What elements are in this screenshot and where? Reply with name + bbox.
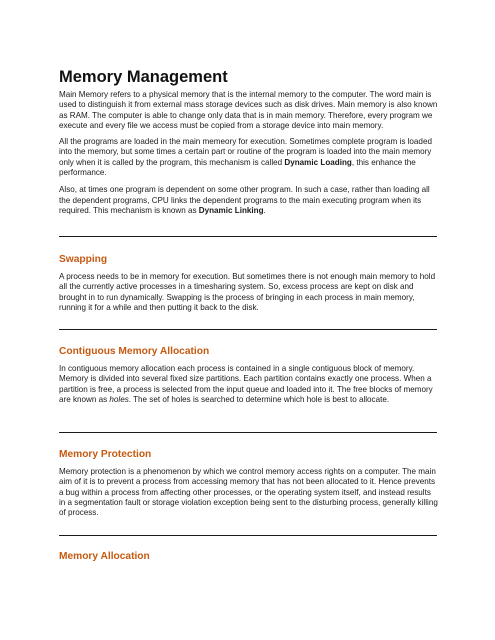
dynamic-linking-term: Dynamic Linking (198, 205, 264, 215)
protection-heading: Memory Protection (59, 449, 152, 460)
intro-paragraph-3-text: Also, at times one program is dependent on some other program. In such a case, rather than loading all the dependent programs, CPU links the dependent programs to the main executing program when its required. This mechanism is known as (59, 185, 430, 215)
section-divider (59, 236, 437, 237)
divider-3-wrap (59, 432, 439, 433)
contiguous-section (59, 345, 439, 412)
section-divider (59, 535, 437, 536)
divider-2-wrap (59, 329, 439, 330)
intro-paragraph-2 (59, 137, 439, 178)
intro-paragraph-1: Main Memory refers to a physical memory that is the internal memory to the computer. The word main is used to distinguish it from external mass storage devices such as disk drives. Main memory is also known as RAM. The computer is able to change only data that is in main memory. Therefore, every program we execute and every file we access must be copied from a storage device into main memory. (59, 90, 438, 130)
intro-section (59, 67, 439, 223)
protection-body: Memory protection is a phenomenon by which we control memory access rights on a computer. The main aim of it is to prevent a process from accessing memory that has not been allocated to it. Hence prevents a bug within a process from affecting other processes, or the operating system itself, and instead results in a segmentation fault or storage violation exception being sent to the disturbing process, generally killing of process. (59, 467, 438, 518)
protection-section (59, 448, 439, 525)
holes-term: holes (109, 394, 129, 404)
intro-paragraph-2-tail: , this enhance the performance. (59, 157, 416, 178)
contiguous-body-tail: . The set of holes is searched to determine which hole is best to allocate. (128, 394, 390, 404)
contiguous-heading: Contiguous Memory Allocation (59, 346, 210, 357)
allocation-heading: Memory Allocation (59, 551, 150, 562)
contiguous-body (59, 364, 439, 405)
divider-4-wrap (59, 535, 439, 536)
intro-paragraph-3 (59, 185, 439, 216)
section-divider (59, 432, 437, 433)
divider-1-wrap (59, 236, 439, 237)
swapping-heading: Swapping (59, 254, 108, 265)
swapping-body: A process needs to be in memory for execution. But sometimes there is not enough main memory to hold all the currently active processes in a timesharing system. So, excess process are kept on disk and brought in to run dynamically. Swapping is the process of bringing in each process in main memory, running it for a while and then putting it back to the disk. (59, 272, 436, 312)
swapping-section (59, 253, 439, 320)
page-title: Memory Management (59, 68, 228, 86)
dynamic-loading-term: Dynamic Loading (284, 157, 352, 167)
contiguous-body-text: In contiguous memory allocation each process is contained in a single contiguous block of memory. Memory is divided into several fixed size partitions. Each partition contains exactly one process. When a partition is free, a process is selected from the input queue and loaded into it. The free blocks of memory are known as (59, 364, 433, 404)
section-divider (59, 329, 437, 330)
intro-paragraph-2-text: All the programs are loaded in the main memeory for execution. Sometimes complete program is loaded into the memory, but some times a certain part or routine of the program is loaded into the main memory only when it is called by the program, this mechanism is called (59, 137, 432, 167)
intro-paragraph-3-tail: . (263, 205, 266, 215)
allocation-section (59, 550, 439, 569)
